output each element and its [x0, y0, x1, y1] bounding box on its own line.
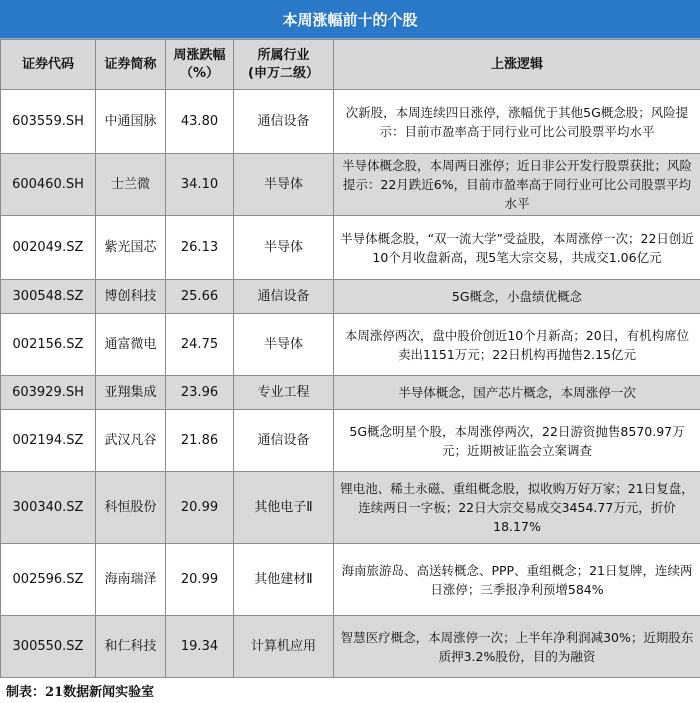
cell-name: 科恒股份: [96, 472, 166, 544]
cell-logic: 半导体概念，国产芯片概念，本周涨停一次: [334, 376, 700, 410]
cell-name: 海南瑞泽: [96, 544, 166, 616]
header-logic: 上涨逻辑: [334, 40, 700, 90]
cell-industry: 其他建材Ⅱ: [234, 544, 334, 616]
header-industry-line2: (申万二级）: [248, 65, 319, 81]
cell-change: 43.80: [166, 90, 234, 154]
table-row: [1, 472, 700, 544]
cell-change: 25.66: [166, 280, 234, 314]
header-industry: [234, 40, 334, 90]
cell-industry: 计算机应用: [234, 616, 334, 678]
cell-name: 紫光国芯: [96, 216, 166, 280]
cell-logic: 次新股，本周连续四日涨停，涨幅优于其他5G概念股；风险提示：目前市盈率高于同行业可比公司股票平均水平: [334, 90, 700, 154]
cell-logic: 海南旅游岛、高送转概念、PPP、重组概念；21日复牌，连续两日涨停；三季报净利预增584%: [334, 544, 700, 616]
cell-name: 和仁科技: [96, 616, 166, 678]
table-row: [1, 280, 700, 314]
cell-logic: 本周涨停两次，盘中股价创近10个月新高；20日，有机构席位卖出1151万元；22日机构再抛售2.15亿元: [334, 314, 700, 376]
cell-logic: 5G概念明星个股，本周涨停两次，22日游资抛售8570.97万元；近期被证监会立案调查: [334, 410, 700, 472]
cell-name: 武汉凡谷: [96, 410, 166, 472]
table-row: [1, 314, 700, 376]
cell-name: 亚翔集成: [96, 376, 166, 410]
cell-code: 603929.SH: [1, 376, 96, 410]
cell-industry: 专业工程: [234, 376, 334, 410]
table-row: [1, 616, 700, 678]
table-row: [1, 410, 700, 472]
cell-code: 300548.SZ: [1, 280, 96, 314]
cell-logic: 锂电池、稀土永磁、重组概念股，拟收购万好万家；21日复盘，连续两日一字板；22日大宗交易成交3454.77万元，折价18.17%: [334, 472, 700, 544]
cell-change: 21.86: [166, 410, 234, 472]
cell-industry: 通信设备: [234, 90, 334, 154]
footer-credit: 制表：21数据新闻实验室: [6, 685, 155, 700]
table-row: [1, 376, 700, 410]
table-row: [1, 90, 700, 154]
cell-code: 603559.SH: [1, 90, 96, 154]
cell-industry: 半导体: [234, 216, 334, 280]
top-ten-stocks-table: [0, 39, 700, 678]
cell-code: 300340.SZ: [1, 472, 96, 544]
cell-change: 23.96: [166, 376, 234, 410]
cell-name: 中通国脉: [96, 90, 166, 154]
cell-change: 34.10: [166, 154, 234, 216]
cell-industry: 半导体: [234, 154, 334, 216]
cell-code: 002049.SZ: [1, 216, 96, 280]
cell-industry: 其他电子Ⅱ: [234, 472, 334, 544]
cell-logic: 智慧医疗概念，本周涨停一次；上半年净利润减30%；近期股东质押3.2%股份，目的为融资: [334, 616, 700, 678]
table-row: [1, 154, 700, 216]
cell-code: 002596.SZ: [1, 544, 96, 616]
header-change: [166, 40, 234, 90]
cell-change: 20.99: [166, 544, 234, 616]
cell-logic: 半导体概念股，本周两日涨停；近日非公开发行股票获批；风险提示：22月跌近6%，目前市盈率高于同行业可比公司股票平均水平: [334, 154, 700, 216]
header-change-line1: 周涨跌幅: [173, 47, 226, 63]
cell-change: 19.34: [166, 616, 234, 678]
header-industry-line1: 所属行业: [257, 47, 310, 63]
table-row: [1, 544, 700, 616]
header-row: [1, 40, 700, 90]
cell-name: 士兰微: [96, 154, 166, 216]
cell-code: 002194.SZ: [1, 410, 96, 472]
header-code: 证券代码: [1, 40, 96, 90]
header-name: 证券简称: [96, 40, 166, 90]
cell-change: 20.99: [166, 472, 234, 544]
cell-change: 24.75: [166, 314, 234, 376]
cell-code: 600460.SH: [1, 154, 96, 216]
cell-logic: 5G概念，小盘绩优概念: [334, 280, 700, 314]
cell-code: 002156.SZ: [1, 314, 96, 376]
cell-industry: 通信设备: [234, 280, 334, 314]
cell-change: 26.13: [166, 216, 234, 280]
table-title: 本周涨幅前十的个股: [0, 0, 700, 39]
header-change-line2: （%）: [179, 65, 220, 81]
table-row: [1, 216, 700, 280]
cell-industry: 半导体: [234, 314, 334, 376]
cell-logic: 半导体概念股，“双一流大学”受益股，本周涨停一次；22日创近10个月收盘新高，现5笔大宗交易，共成交1.06亿元: [334, 216, 700, 280]
cell-code: 300550.SZ: [1, 616, 96, 678]
cell-industry: 通信设备: [234, 410, 334, 472]
cell-name: 通富微电: [96, 314, 166, 376]
cell-name: 博创科技: [96, 280, 166, 314]
